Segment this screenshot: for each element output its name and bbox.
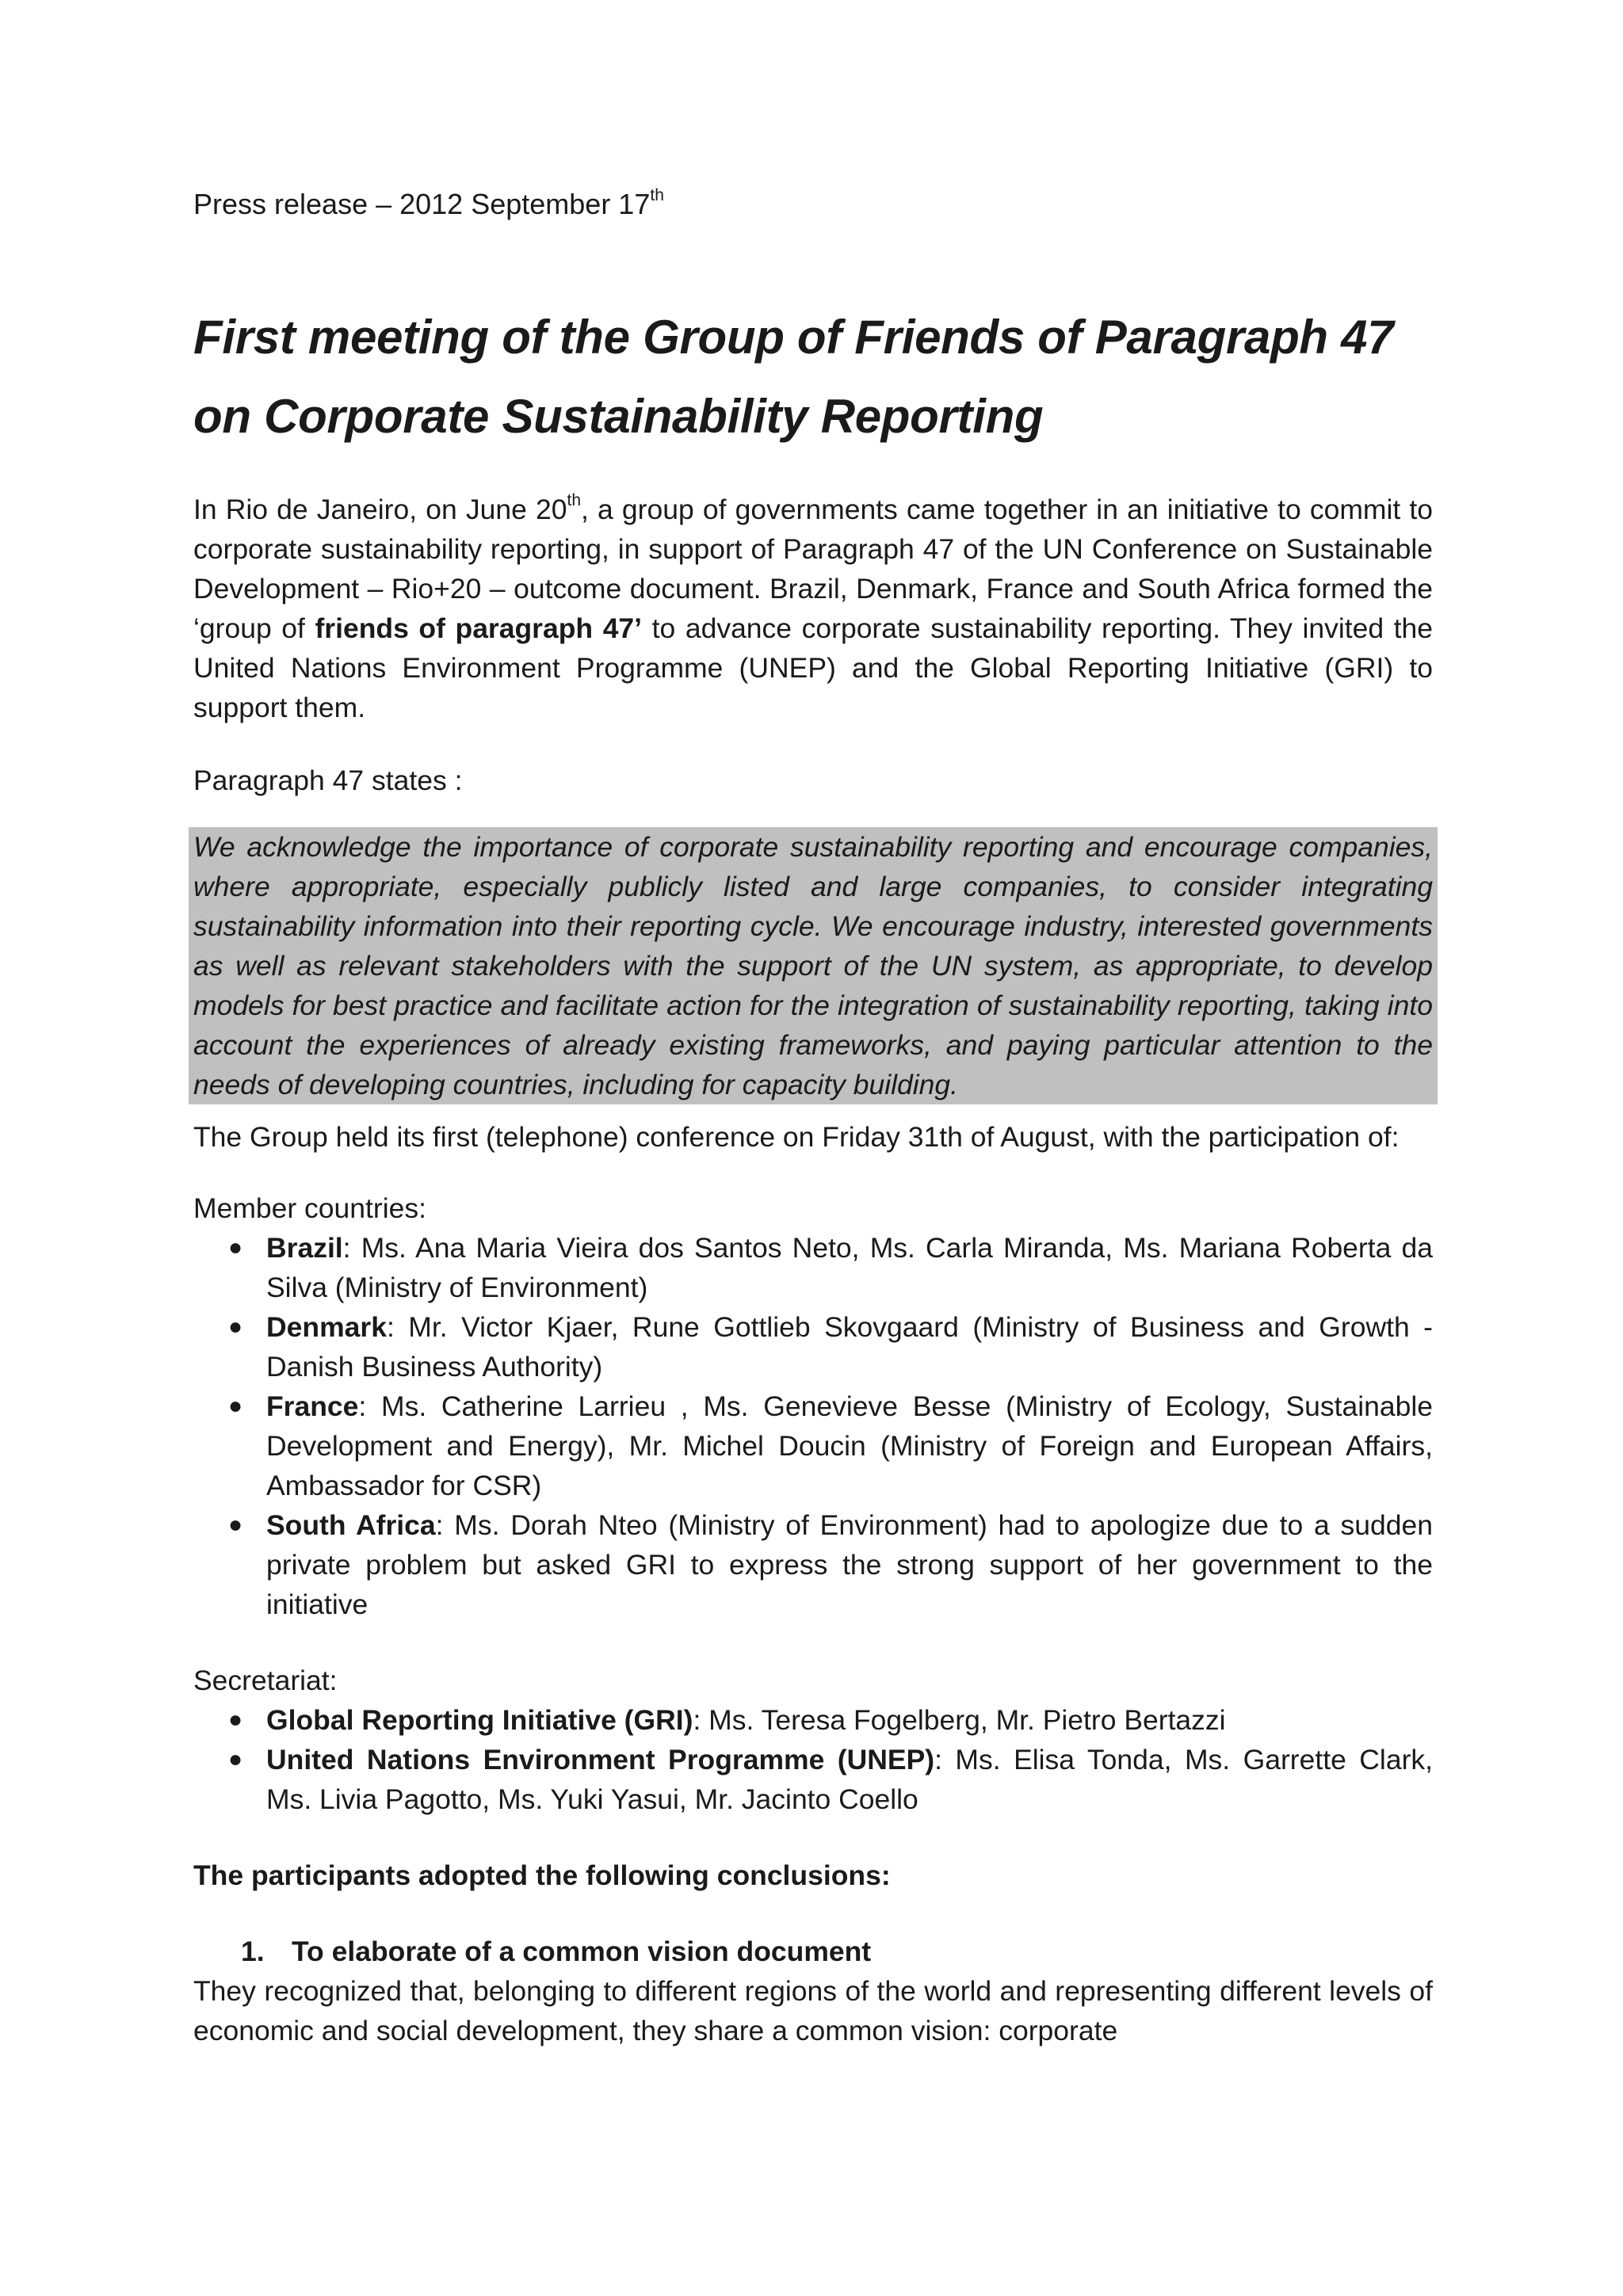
member-countries-label: Member countries: bbox=[193, 1192, 426, 1224]
list-item bbox=[193, 1740, 1433, 1819]
title-line-1: First meeting of the Group of Friends of Paragraph 47 bbox=[193, 311, 1394, 364]
group-conference-paragraph: The Group held its first (telephone) conference on Friday 31th of August, with the participation of: bbox=[193, 1121, 1400, 1153]
member-details: : Ms. Ana Maria Vieira dos Santos Neto, Ms. Carla Miranda, Ms. Mariana Roberta da Silva (Ministry of Environment) bbox=[266, 1232, 1433, 1303]
document-title bbox=[193, 298, 1433, 456]
country-name: Brazil bbox=[266, 1232, 343, 1264]
secretariat-details: : Ms. Teresa Fogelberg, Mr. Pietro Bertazzi bbox=[693, 1704, 1226, 1736]
member-details: : Mr. Victor Kjaer, Rune Gottlieb Skovgaard (Ministry of Business and Growth - Danish Business Authority) bbox=[266, 1311, 1433, 1383]
press-release-dateline bbox=[193, 187, 1433, 222]
member-details: : Ms. Dorah Nteo (Ministry of Environment) had to apologize due to a sudden private problem but asked GRI to express the strong support of her government to the initiative bbox=[266, 1509, 1434, 1620]
organization-name: Global Reporting Initiative (GRI) bbox=[266, 1704, 693, 1736]
list-item bbox=[193, 1386, 1433, 1505]
list-item bbox=[193, 1700, 1433, 1740]
intro-ordinal: th bbox=[567, 491, 581, 510]
intro-text-1: In Rio de Janeiro, on June 20 bbox=[193, 494, 567, 525]
member-countries-list bbox=[193, 1228, 1433, 1624]
conclusion-item-text: They recognized that, belonging to different regions of the world and representing different levels of economic and social development, they share a common vision: corporate bbox=[193, 1975, 1433, 2046]
bullet-icon: ● bbox=[228, 1314, 243, 1340]
bullet-icon: ● bbox=[228, 1746, 243, 1772]
bullet-icon: ● bbox=[228, 1393, 243, 1419]
bullet-icon: ● bbox=[228, 1707, 243, 1733]
title-line-2: on Corporate Sustainability Reporting bbox=[193, 390, 1044, 443]
document-body bbox=[193, 187, 1433, 2050]
paragraph-47-intro: Paragraph 47 states : bbox=[193, 765, 463, 796]
list-item bbox=[193, 1505, 1433, 1624]
intro-bold-text: friends of paragraph 47’ bbox=[315, 612, 643, 644]
list-item bbox=[193, 1228, 1433, 1307]
list-item bbox=[193, 1307, 1433, 1386]
organization-name: United Nations Environment Programme (UNEP) bbox=[266, 1744, 935, 1775]
country-name: South Africa bbox=[266, 1509, 436, 1541]
country-name: France bbox=[266, 1390, 359, 1422]
country-name: Denmark bbox=[266, 1311, 387, 1343]
bullet-icon: ● bbox=[228, 1234, 243, 1261]
paragraph-47-quote: We acknowledge the importance of corporate sustainability reporting and encourage companies, where appropriate, especially publicly listed and large companies, to consider integrating sustainability information into their reporting cycle. We encourage industry, interested governments as well as relevant stakeholders with the support of the UN system, as appropriate, to develop models for best practice and facilitate action for the integration of sustainability reporting, taking into account the experiences of already existing frameworks, and paying particular attention to the needs of developing countries, including for capacity building. bbox=[189, 827, 1438, 1104]
dateline-ordinal: th bbox=[650, 186, 664, 204]
conclusion-item-heading bbox=[193, 1932, 1433, 1971]
intro-text-2: , a group of governments came together in an initiative to commit to corporate sustainability reporting, in support of Paragraph 47 of the UN Conference on Sustainable Development – Rio+20 – outcome document. Brazil, Denmark, France and South Africa formed the ‘group of bbox=[193, 494, 1433, 644]
secretariat-list bbox=[193, 1700, 1433, 1819]
member-details: : Ms. Catherine Larrieu , Ms. Genevieve Besse (Ministry of Ecology, Sustainable Development and Energy), Mr. Michel Doucin (Ministry of Foreign and European Affairs, Ambassador for CSR) bbox=[266, 1390, 1433, 1501]
intro-paragraph bbox=[193, 490, 1433, 727]
conclusion-number: 1. bbox=[241, 1936, 265, 1967]
secretariat-details: : Ms. Elisa Tonda, Ms. Garrette Clark, Ms. Livia Pagotto, Ms. Yuki Yasui, Mr. Jacinto Coello bbox=[266, 1744, 1433, 1815]
dateline-text: Press release – 2012 September 17 bbox=[193, 188, 651, 220]
bullet-icon: ● bbox=[228, 1512, 243, 1538]
secretariat-label: Secretariat: bbox=[193, 1665, 338, 1696]
conclusions-heading: The participants adopted the following conclusions: bbox=[193, 1859, 891, 1891]
conclusion-title: To elaborate of a common vision document bbox=[292, 1936, 872, 1967]
intro-text-3: to advance corporate sustainability reporting. They invited the United Nations Environment Programme (UNEP) and the Global Reporting Initiative (GRI) to support them. bbox=[193, 612, 1433, 723]
